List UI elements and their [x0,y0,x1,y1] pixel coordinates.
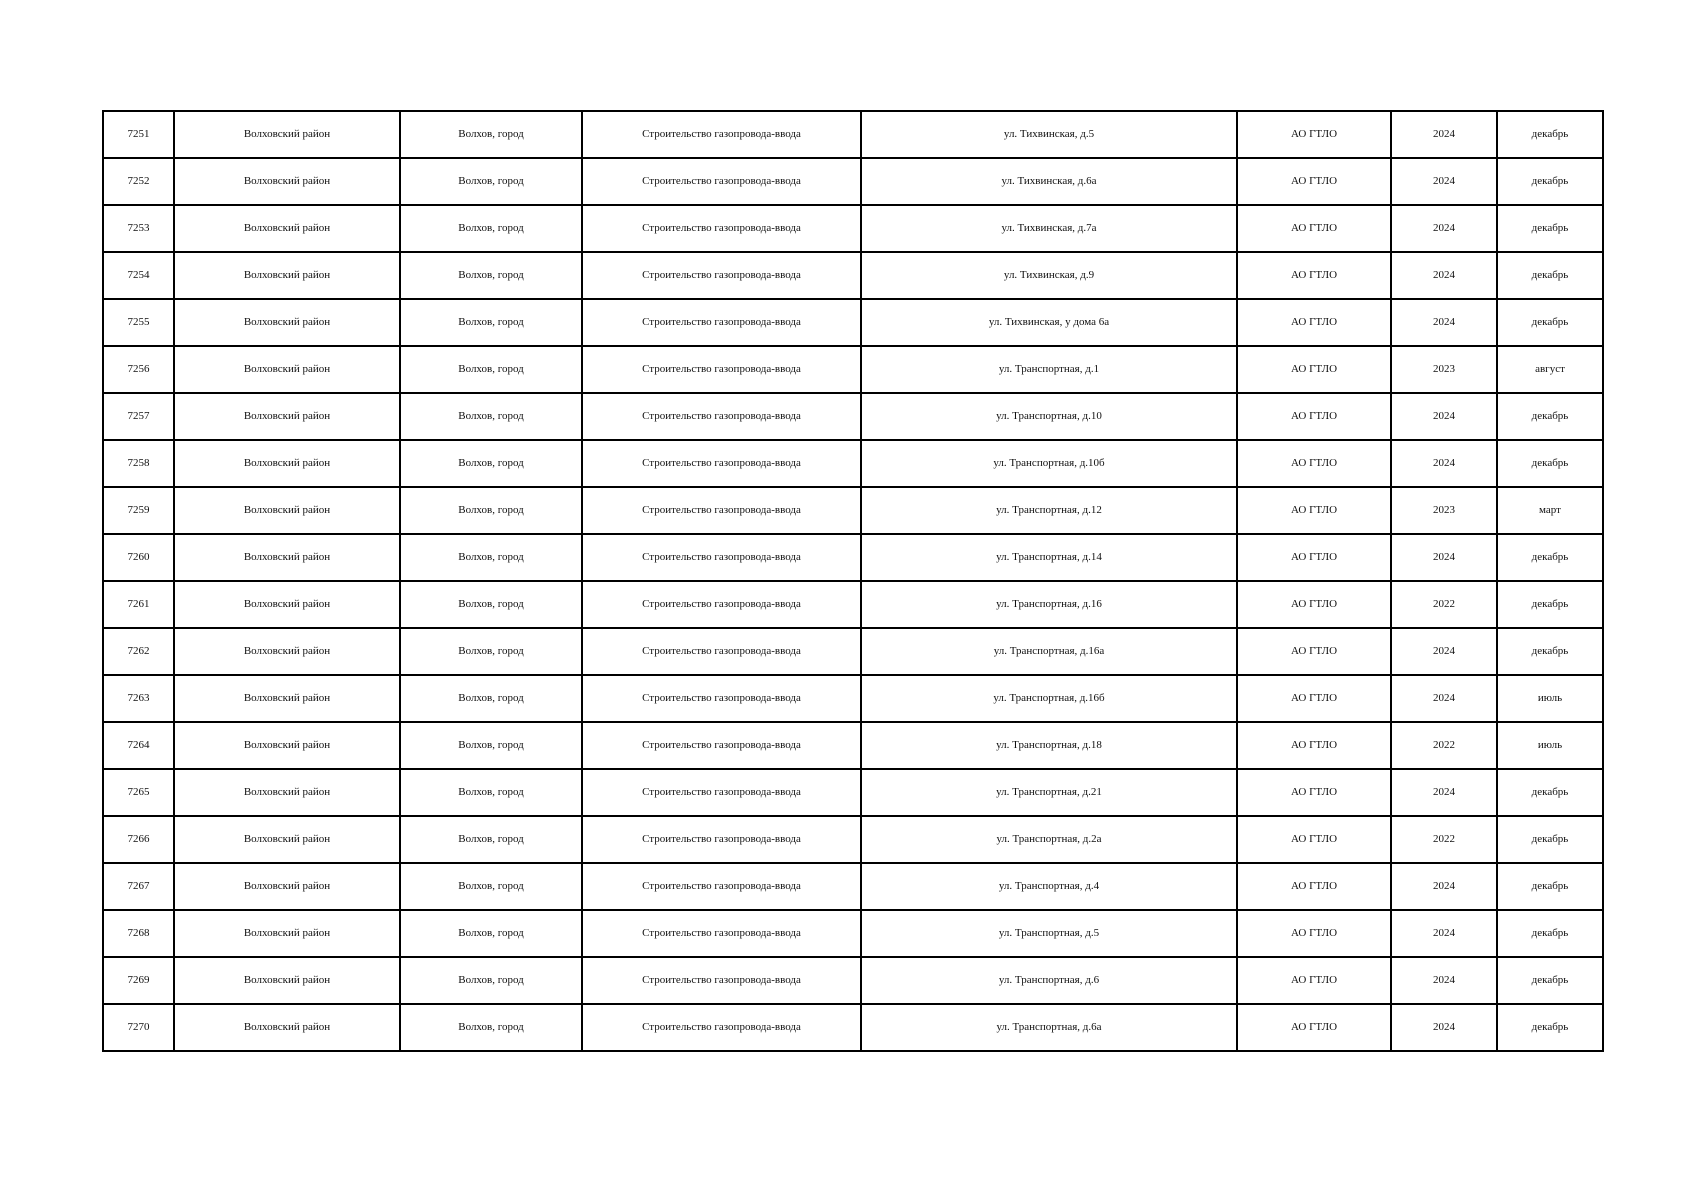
organization-cell: АО ГТЛО [1237,205,1391,252]
district-cell: Волховский район [174,957,400,1004]
address-cell: ул. Транспортная, д.16 [861,581,1237,628]
row-number: 7251 [103,111,174,158]
year-cell: 2024 [1391,910,1497,957]
year-cell: 2024 [1391,675,1497,722]
work-type-cell: Строительство газопровода-ввода [582,252,861,299]
row-number: 7266 [103,816,174,863]
organization-cell: АО ГТЛО [1237,769,1391,816]
organization-cell: АО ГТЛО [1237,816,1391,863]
table-row [103,910,1603,957]
address-cell: ул. Транспортная, д.2а [861,816,1237,863]
work-type-cell: Строительство газопровода-ввода [582,111,861,158]
month-cell: декабрь [1497,957,1603,1004]
district-cell: Волховский район [174,769,400,816]
address-cell: ул. Транспортная, д.4 [861,863,1237,910]
organization-cell: АО ГТЛО [1237,252,1391,299]
table-row [103,769,1603,816]
month-cell: декабрь [1497,863,1603,910]
year-cell: 2024 [1391,111,1497,158]
year-cell: 2024 [1391,205,1497,252]
work-type-cell: Строительство газопровода-ввода [582,957,861,1004]
year-cell: 2024 [1391,957,1497,1004]
address-cell: ул. Транспортная, д.16б [861,675,1237,722]
district-cell: Волховский район [174,299,400,346]
district-cell: Волховский район [174,910,400,957]
district-cell: Волховский район [174,111,400,158]
table-row [103,581,1603,628]
address-cell: ул. Транспортная, д.16а [861,628,1237,675]
address-cell: ул. Транспортная, д.5 [861,910,1237,957]
city-cell: Волхов, город [400,111,582,158]
table-row [103,111,1603,158]
organization-cell: АО ГТЛО [1237,534,1391,581]
table-row [103,346,1603,393]
organization-cell: АО ГТЛО [1237,346,1391,393]
organization-cell: АО ГТЛО [1237,581,1391,628]
year-cell: 2024 [1391,158,1497,205]
city-cell: Волхов, город [400,158,582,205]
work-type-cell: Строительство газопровода-ввода [582,158,861,205]
district-cell: Волховский район [174,816,400,863]
address-cell: ул. Тихвинская, д.7а [861,205,1237,252]
month-cell: декабрь [1497,581,1603,628]
organization-cell: АО ГТЛО [1237,1004,1391,1051]
month-cell: декабрь [1497,769,1603,816]
city-cell: Волхов, город [400,440,582,487]
city-cell: Волхов, город [400,393,582,440]
month-cell: декабрь [1497,158,1603,205]
row-number: 7260 [103,534,174,581]
row-number: 7258 [103,440,174,487]
row-number: 7265 [103,769,174,816]
month-cell: декабрь [1497,440,1603,487]
organization-cell: АО ГТЛО [1237,299,1391,346]
organization-cell: АО ГТЛО [1237,957,1391,1004]
organization-cell: АО ГТЛО [1237,863,1391,910]
month-cell: декабрь [1497,628,1603,675]
address-cell: ул. Тихвинская, д.9 [861,252,1237,299]
city-cell: Волхов, город [400,581,582,628]
address-cell: ул. Транспортная, д.6 [861,957,1237,1004]
table-row [103,534,1603,581]
row-number: 7255 [103,299,174,346]
row-number: 7261 [103,581,174,628]
city-cell: Волхов, город [400,769,582,816]
row-number: 7257 [103,393,174,440]
address-cell: ул. Тихвинская, д.5 [861,111,1237,158]
year-cell: 2024 [1391,252,1497,299]
month-cell: декабрь [1497,816,1603,863]
city-cell: Волхов, город [400,1004,582,1051]
work-type-cell: Строительство газопровода-ввода [582,581,861,628]
district-cell: Волховский район [174,252,400,299]
document-page [102,110,1602,1052]
table-row [103,628,1603,675]
city-cell: Волхов, город [400,816,582,863]
work-type-cell: Строительство газопровода-ввода [582,863,861,910]
row-number: 7262 [103,628,174,675]
address-cell: ул. Транспортная, д.6а [861,1004,1237,1051]
address-cell: ул. Тихвинская, у дома 6а [861,299,1237,346]
address-cell: ул. Транспортная, д.10 [861,393,1237,440]
year-cell: 2024 [1391,769,1497,816]
address-cell: ул. Транспортная, д.18 [861,722,1237,769]
work-type-cell: Строительство газопровода-ввода [582,205,861,252]
row-number: 7270 [103,1004,174,1051]
year-cell: 2024 [1391,534,1497,581]
table-row [103,299,1603,346]
row-number: 7267 [103,863,174,910]
district-cell: Волховский район [174,158,400,205]
district-cell: Волховский район [174,722,400,769]
work-type-cell: Строительство газопровода-ввода [582,534,861,581]
address-cell: ул. Транспортная, д.14 [861,534,1237,581]
year-cell: 2022 [1391,722,1497,769]
city-cell: Волхов, город [400,722,582,769]
row-number: 7254 [103,252,174,299]
table-row [103,440,1603,487]
district-cell: Волховский район [174,628,400,675]
organization-cell: АО ГТЛО [1237,628,1391,675]
city-cell: Волхов, город [400,957,582,1004]
row-number: 7252 [103,158,174,205]
city-cell: Волхов, город [400,628,582,675]
district-cell: Волховский район [174,487,400,534]
row-number: 7264 [103,722,174,769]
row-number: 7253 [103,205,174,252]
address-cell: ул. Тихвинская, д.6а [861,158,1237,205]
year-cell: 2023 [1391,346,1497,393]
table-body [103,111,1603,1051]
year-cell: 2024 [1391,393,1497,440]
table-row [103,722,1603,769]
work-type-cell: Строительство газопровода-ввода [582,299,861,346]
district-cell: Волховский район [174,581,400,628]
district-cell: Волховский район [174,1004,400,1051]
work-type-cell: Строительство газопровода-ввода [582,393,861,440]
district-cell: Волховский район [174,205,400,252]
organization-cell: АО ГТЛО [1237,675,1391,722]
district-cell: Волховский район [174,675,400,722]
district-cell: Волховский район [174,440,400,487]
month-cell: декабрь [1497,534,1603,581]
district-cell: Волховский район [174,863,400,910]
row-number: 7256 [103,346,174,393]
month-cell: март [1497,487,1603,534]
month-cell: декабрь [1497,910,1603,957]
city-cell: Волхов, город [400,205,582,252]
district-cell: Волховский район [174,534,400,581]
city-cell: Волхов, город [400,487,582,534]
organization-cell: АО ГТЛО [1237,111,1391,158]
year-cell: 2022 [1391,816,1497,863]
address-cell: ул. Транспортная, д.10б [861,440,1237,487]
row-number: 7263 [103,675,174,722]
table-row [103,816,1603,863]
row-number: 7259 [103,487,174,534]
city-cell: Волхов, город [400,910,582,957]
month-cell: июль [1497,675,1603,722]
work-type-cell: Строительство газопровода-ввода [582,722,861,769]
table-row [103,158,1603,205]
year-cell: 2024 [1391,1004,1497,1051]
work-type-cell: Строительство газопровода-ввода [582,816,861,863]
table-row [103,487,1603,534]
work-type-cell: Строительство газопровода-ввода [582,440,861,487]
table-row [103,393,1603,440]
city-cell: Волхов, город [400,346,582,393]
row-number: 7268 [103,910,174,957]
organization-cell: АО ГТЛО [1237,487,1391,534]
year-cell: 2024 [1391,628,1497,675]
address-cell: ул. Транспортная, д.1 [861,346,1237,393]
month-cell: декабрь [1497,393,1603,440]
city-cell: Волхов, город [400,299,582,346]
gas-pipeline-table [102,110,1604,1052]
table-row [103,1004,1603,1051]
table-row [103,675,1603,722]
city-cell: Волхов, город [400,863,582,910]
year-cell: 2024 [1391,440,1497,487]
month-cell: декабрь [1497,1004,1603,1051]
table-row [103,252,1603,299]
month-cell: декабрь [1497,205,1603,252]
year-cell: 2024 [1391,299,1497,346]
city-cell: Волхов, город [400,675,582,722]
row-number: 7269 [103,957,174,1004]
work-type-cell: Строительство газопровода-ввода [582,675,861,722]
month-cell: декабрь [1497,111,1603,158]
work-type-cell: Строительство газопровода-ввода [582,346,861,393]
address-cell: ул. Транспортная, д.12 [861,487,1237,534]
work-type-cell: Строительство газопровода-ввода [582,769,861,816]
table-row [103,957,1603,1004]
organization-cell: АО ГТЛО [1237,910,1391,957]
work-type-cell: Строительство газопровода-ввода [582,1004,861,1051]
month-cell: декабрь [1497,299,1603,346]
organization-cell: АО ГТЛО [1237,158,1391,205]
work-type-cell: Строительство газопровода-ввода [582,910,861,957]
city-cell: Волхов, город [400,252,582,299]
district-cell: Волховский район [174,346,400,393]
district-cell: Волховский район [174,393,400,440]
work-type-cell: Строительство газопровода-ввода [582,487,861,534]
year-cell: 2022 [1391,581,1497,628]
table-row [103,863,1603,910]
year-cell: 2024 [1391,863,1497,910]
month-cell: август [1497,346,1603,393]
city-cell: Волхов, город [400,534,582,581]
month-cell: декабрь [1497,252,1603,299]
table-row [103,205,1603,252]
organization-cell: АО ГТЛО [1237,440,1391,487]
address-cell: ул. Транспортная, д.21 [861,769,1237,816]
month-cell: июль [1497,722,1603,769]
organization-cell: АО ГТЛО [1237,393,1391,440]
organization-cell: АО ГТЛО [1237,722,1391,769]
work-type-cell: Строительство газопровода-ввода [582,628,861,675]
year-cell: 2023 [1391,487,1497,534]
